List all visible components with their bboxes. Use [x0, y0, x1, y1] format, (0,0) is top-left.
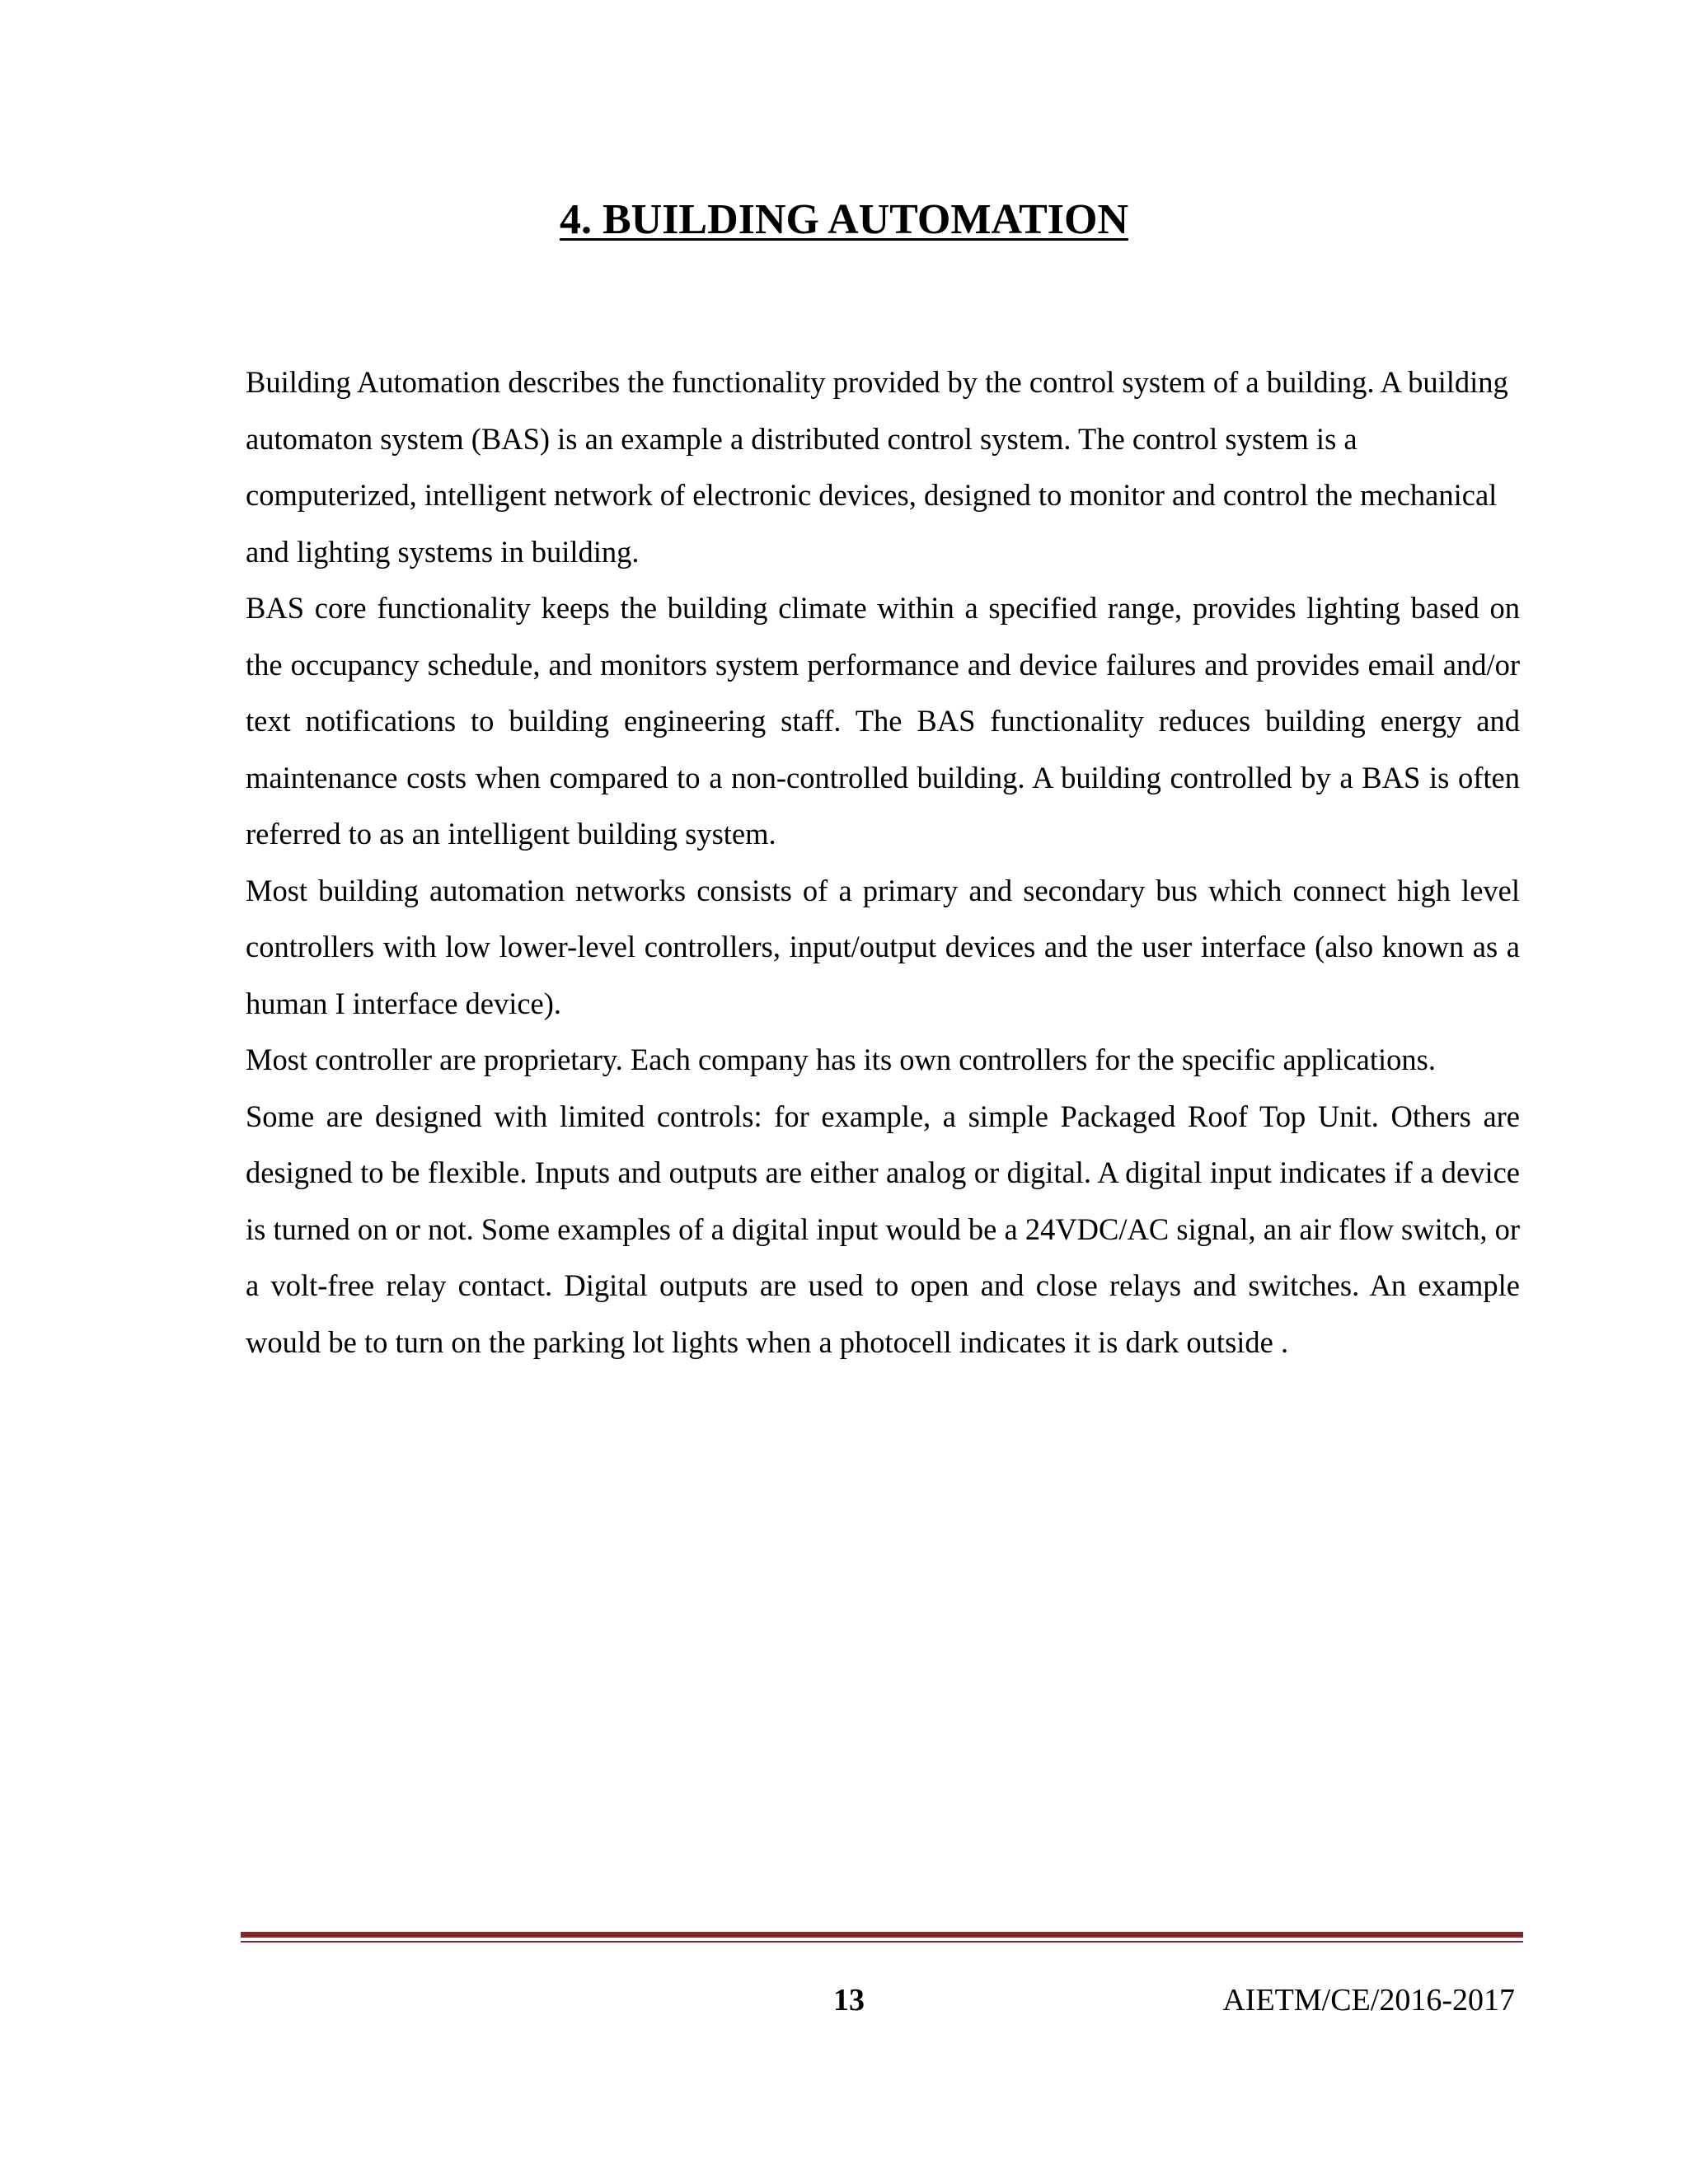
footer-reference: AIETM/CE/2016-2017	[1222, 1983, 1515, 2018]
page-title	[0, 191, 1688, 249]
page-title-text: 4. BUILDING AUTOMATION	[559, 196, 1129, 243]
footer-rule-thin	[241, 1941, 1523, 1943]
page-number: 13	[833, 1983, 865, 2018]
paragraph-networks: Most building automation networks consists of a primary and secondary bus which connect high level controllers with low lower-level controllers, input/output devices and the user interface (also known as a human I interface device).	[246, 873, 1520, 1020]
paragraph-intro: Building Automation describes the functionality provided by the control system of a building. A building automaton system (BAS) is an example a distributed control system. The control system is a computerized, intelligent network of electronic devices, designed to monitor and control the mechanical and lighting systems in building.	[246, 365, 1508, 569]
paragraph-controllers: Most controller are proprietary. Each company has its own controllers for the specific applications.	[246, 1043, 1436, 1076]
paragraph-core-functionality: BAS core functionality keeps the building climate within a specified range, provides lighting based on the occupancy schedule, and monitors system performance and device failures and provides email and/or text notifications to building engineering staff. The BAS functionality reduces building energy and maintenance costs when compared to a non-controlled building. A building controlled by a BAS is often referred to as an intelligent building system.	[246, 591, 1520, 851]
footer-rule	[241, 1932, 1523, 1943]
paragraph-inputs-outputs: Some are designed with limited controls: for example, a simple Packaged Roof Top Unit. Others are designed to be flexible. Inputs and outputs are either analog or digital. A digital input indicates if a device is turned on or not. Some examples of a digital input would be a 24VDC/AC signal, an air flow switch, or a volt-free relay contact. Digital outputs are used to open and close relays and switches. An example would be to turn on the parking lot lights when a photocell indicates it is dark outside .	[246, 1099, 1520, 1359]
document-body	[246, 354, 1520, 1371]
footer-rule-thick	[241, 1932, 1523, 1938]
